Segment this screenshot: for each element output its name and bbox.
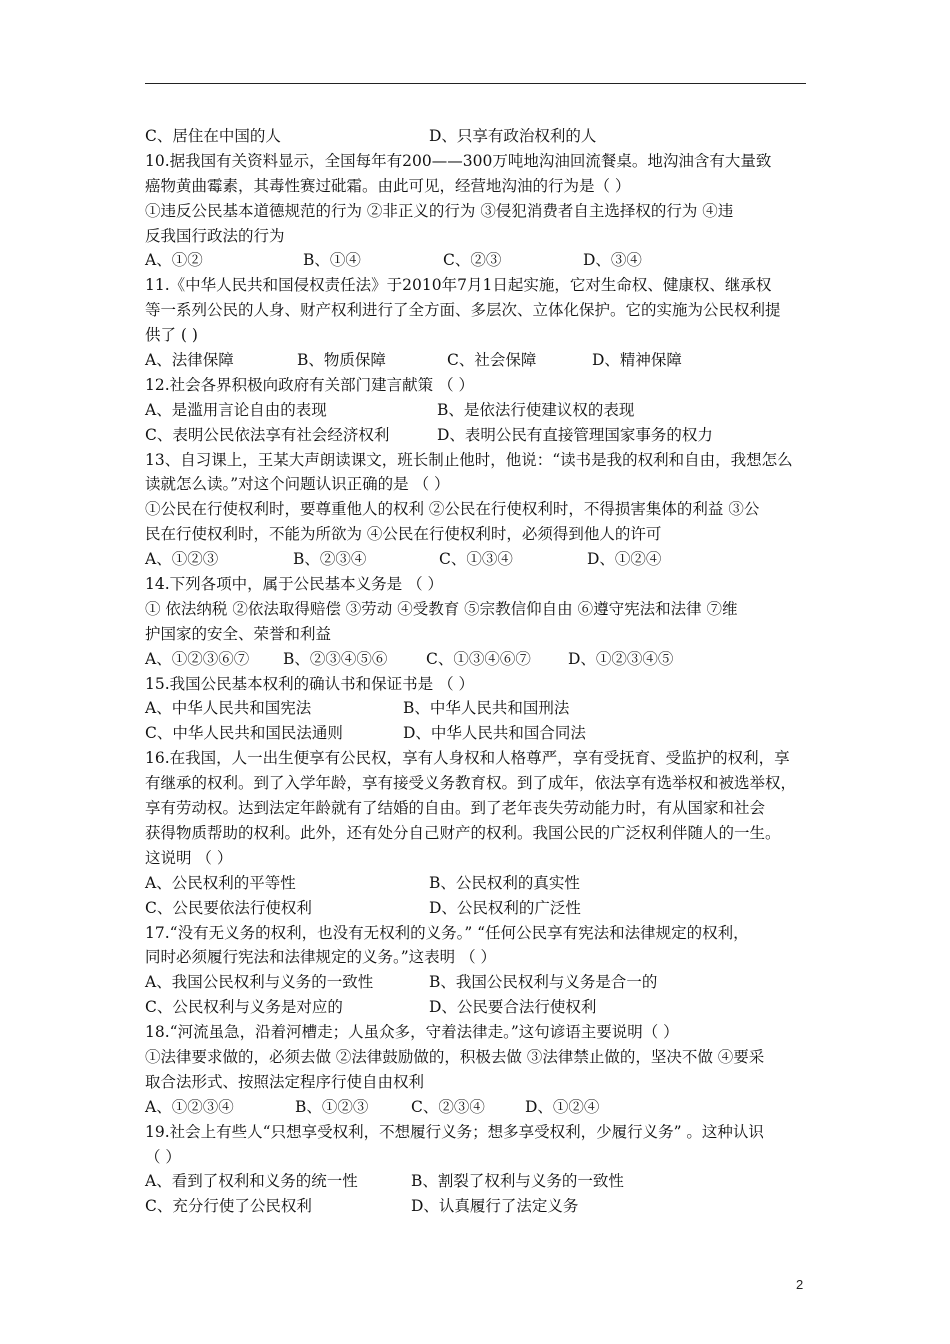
text-line: 17.“没有无义务的权利，也没有无权利的义务。” “任何公民享有宪法和法律规定的权利，	[145, 923, 749, 942]
options-line	[145, 547, 817, 572]
option-item: A、①②	[145, 251, 203, 270]
options-line	[145, 1194, 817, 1219]
text-line: 13、自习课上，王某大声朗读课文，班长制止他时，他说：“读书是我的权利和自由，我想怎么	[145, 450, 793, 469]
option-item: D、精神保障	[592, 351, 682, 370]
text-line: 获得物质帮助的权利。此外，还有处分自己财产的权利。我国公民的广泛权利伴随人的一生。	[145, 823, 781, 842]
option-item: B、是依法行使建议权的表现	[437, 400, 635, 419]
options-line	[145, 348, 817, 373]
options-line	[145, 124, 817, 149]
question-content	[145, 124, 817, 1219]
text-line: 同时必须履行宪法和法律规定的义务。”这表明 （ ）	[145, 948, 497, 967]
text-line: ①公民在行使权利时，要尊重他人的权利 ②公民在行使权利时，不得损害集体的利益 ③公	[145, 500, 760, 519]
option-item: B、①②③	[295, 1097, 369, 1116]
option-item: B、②③④⑤⑥	[283, 649, 388, 668]
option-item: C、表明公民依法享有社会经济权利	[145, 425, 390, 444]
option-item: D、公民要合法行使权利	[429, 998, 597, 1017]
text-line: ①法律要求做的，必须去做 ②法律鼓励做的，积极去做 ③法律禁止做的，坚决不做 ④要采	[145, 1047, 765, 1066]
option-item: B、②③④	[293, 550, 367, 569]
options-line	[145, 1095, 817, 1120]
option-item: C、②③④	[411, 1097, 485, 1116]
option-item: C、中华人民共和国民法通则	[145, 724, 343, 743]
option-item: B、①④	[303, 251, 361, 270]
option-item: D、①②④	[525, 1097, 600, 1116]
option-item: C、公民要依法行使权利	[145, 898, 312, 917]
option-item: A、看到了权利和义务的统一性	[145, 1172, 358, 1191]
text-line: 18.“河流虽急，沿着河槽走；人虽众多，守着法律走。”这句谚语主要说明（ ）	[145, 1023, 679, 1042]
text-line: 癌物黄曲霉素，其毒性赛过砒霜。由此可见，经营地沟油的行为是（ ）	[145, 176, 631, 195]
option-item: D、①②③④⑤	[568, 649, 674, 668]
options-line	[145, 647, 817, 672]
option-item: C、①③④⑥⑦	[426, 649, 531, 668]
option-item: B、公民权利的真实性	[429, 873, 580, 892]
option-item: A、①②③	[145, 550, 219, 569]
options-line	[145, 995, 817, 1020]
option-item: A、是滥用言论自由的表现	[145, 400, 327, 419]
text-line: 11.《中华人民共和国侵权责任法》于2010年7月1日起实施，它对生命权、健康权、继承权	[145, 276, 772, 295]
option-item: B、我国公民权利与义务是合一的	[429, 973, 658, 992]
option-item: D、只享有政治权利的人	[429, 127, 597, 145]
text-line: 读就怎么读。”对这个问题认识正确的是 （ ）	[145, 475, 450, 494]
text-line: 19.社会上有些人“只想享受权利，不想履行义务；想多享受权利，少履行义务” 。这种认识	[145, 1122, 764, 1141]
option-item: D、公民权利的广泛性	[429, 898, 581, 917]
option-item: D、表明公民有直接管理国家事务的权力	[437, 425, 713, 444]
text-line: 16.在我国，人一出生便享有公民权，享有人身权和人格尊严，享有受抚育、受监护的权利，享	[145, 749, 790, 768]
text-line: 10.据我国有关资料显示，全国每年有200——300万吨地沟油回流餐桌。地沟油含有大量致	[145, 151, 772, 170]
text-line: 享有劳动权。达到法定年龄就有了结婚的自由。到了老年丧失劳动能力时，有从国家和社会	[145, 799, 766, 818]
option-item: C、②③	[443, 251, 502, 270]
options-line	[145, 398, 817, 423]
page-number: 2	[796, 1277, 804, 1292]
text-line: ①违反公民基本道德规范的行为 ②非正义的行为 ③侵犯消费者自主选择权的行为 ④违	[145, 201, 734, 220]
option-item: C、社会保障	[447, 351, 537, 370]
options-line	[145, 896, 817, 921]
text-line: 有继承的权利。到了入学年龄，享有接受义务教育权。到了成年，依法享有选举权和被选举权，	[145, 774, 797, 793]
options-line	[145, 696, 817, 721]
option-item: D、认真履行了法定义务	[411, 1197, 579, 1216]
option-item: C、公民权利与义务是对应的	[145, 998, 343, 1017]
header-rule	[145, 83, 806, 84]
text-line: 民在行使权利时，不能为所欲为 ④公民在行使权利时，必须得到他人的许可	[145, 525, 662, 544]
text-line: 取合法形式、按照法定程序行使自由权利	[145, 1072, 425, 1091]
options-line	[145, 248, 817, 273]
options-line	[145, 970, 817, 995]
text-line: 反我国行政法的行为	[145, 226, 285, 245]
option-item: A、中华人民共和国宪法	[145, 699, 312, 718]
text-line: 15.我国公民基本权利的确认书和保证书是 （ ）	[145, 674, 475, 693]
option-item: B、中华人民共和国刑法	[403, 699, 570, 718]
option-item: D、①②④	[587, 550, 662, 569]
option-item: A、法律保障	[145, 351, 234, 370]
options-line	[145, 871, 817, 896]
option-item: C、居住在中国的人	[145, 127, 281, 145]
option-item: A、①②③④	[145, 1097, 234, 1116]
options-line	[145, 1169, 817, 1194]
text-line: （ ）	[145, 1147, 181, 1166]
options-line	[145, 721, 817, 746]
option-item: A、我国公民权利与义务的一致性	[145, 973, 374, 992]
option-item: D、中华人民共和国合同法	[403, 724, 586, 743]
text-line: 12.社会各界积极向政府有关部门建言献策 （ ）	[145, 375, 475, 394]
text-line: 等一系列公民的人身、财产权利进行了全方面、多层次、立体化保护。它的实施为公民权利提	[145, 301, 781, 320]
option-item: D、③④	[583, 251, 642, 270]
options-line	[145, 423, 817, 448]
text-line: 护国家的安全、荣誉和利益	[145, 624, 332, 643]
option-item: B、物质保障	[297, 351, 386, 370]
text-line: 供了 ( )	[145, 326, 198, 345]
option-item: B、割裂了权利与义务的一致性	[411, 1172, 624, 1191]
text-line: ① 依法纳税 ②依法取得赔偿 ③劳动 ④受教育 ⑤宗教信仰自由 ⑥遵守宪法和法律 ⑦维	[145, 599, 738, 618]
option-item: A、公民权利的平等性	[145, 873, 296, 892]
option-item: A、①②③⑥⑦	[145, 649, 250, 668]
option-item: C、①③④	[439, 550, 513, 569]
text-line: 这说明 （ ）	[145, 848, 233, 867]
text-line: 14.下列各项中，属于公民基本义务是 （ ）	[145, 575, 444, 594]
option-item: C、充分行使了公民权利	[145, 1197, 312, 1216]
